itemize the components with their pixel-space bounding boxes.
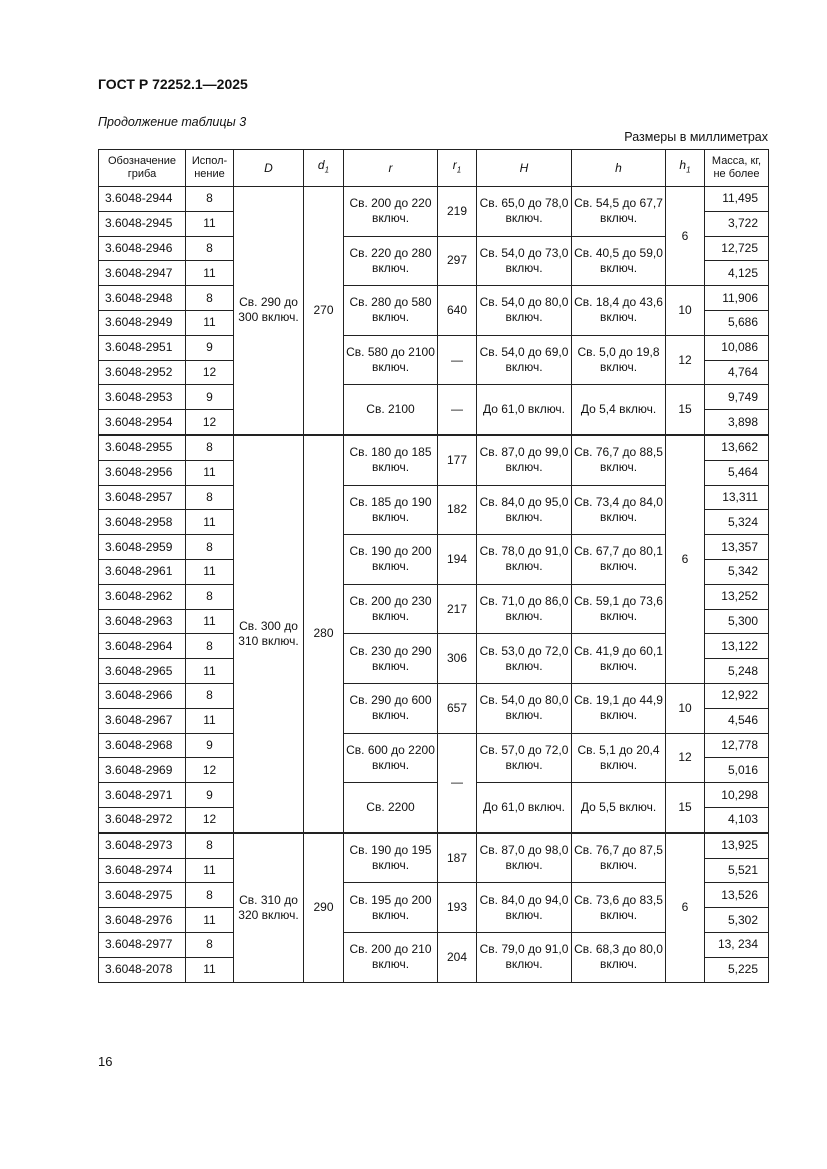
variant-cell: 11 [186, 261, 234, 286]
r1-cell: — [438, 335, 477, 385]
mass-cell: 9,749 [705, 385, 769, 410]
part-code-cell: 3.6048-2949 [99, 310, 186, 335]
col-header-h: h [572, 150, 666, 187]
r1-cell: 217 [438, 584, 477, 634]
mass-cell: 5,302 [705, 908, 769, 933]
table-header [99, 150, 769, 187]
variant-cell: 12 [186, 807, 234, 832]
mass-cell: 13,357 [705, 535, 769, 560]
part-code-cell: 3.6048-2962 [99, 584, 186, 609]
r1-cell: 297 [438, 236, 477, 286]
mass-cell: 4,103 [705, 807, 769, 832]
H-range-cell: Св. 57,0 до 72,0 включ. [477, 733, 572, 783]
r-range-cell: Св. 200 до 220 включ. [344, 187, 438, 237]
part-code-cell: 3.6048-2952 [99, 360, 186, 385]
H-range-cell: До 61,0 включ. [477, 783, 572, 833]
table-row [99, 187, 769, 212]
r1-cell: 177 [438, 435, 477, 485]
part-code-cell: 3.6048-2964 [99, 634, 186, 659]
variant-cell: 8 [186, 485, 234, 510]
h1-cell: 15 [666, 783, 705, 833]
h-range-cell: До 5,4 включ. [572, 385, 666, 435]
h1-cell: 12 [666, 335, 705, 385]
r-range-cell: Св. 580 до 2100 включ. [344, 335, 438, 385]
variant-cell: 11 [186, 510, 234, 535]
d1-cell: 280 [304, 435, 344, 833]
h-range-cell: Св. 41,9 до 60,1 включ. [572, 634, 666, 684]
h-range-cell: Св. 5,0 до 19,8 включ. [572, 335, 666, 385]
mass-cell: 5,016 [705, 758, 769, 783]
part-code-cell: 3.6048-2972 [99, 807, 186, 832]
h1-cell: 6 [666, 187, 705, 286]
H-range-cell: Св. 71,0 до 86,0 включ. [477, 584, 572, 634]
diameter-range-cell: Св. 310 до 320 включ. [234, 833, 304, 982]
r-range-cell: Св. 200 до 210 включ. [344, 932, 438, 982]
variant-cell: 8 [186, 435, 234, 460]
mass-cell: 11,495 [705, 187, 769, 212]
table-row [99, 833, 769, 858]
part-code-cell: 3.6048-2954 [99, 410, 186, 435]
mass-cell: 4,764 [705, 360, 769, 385]
part-code-cell: 3.6048-2974 [99, 858, 186, 883]
H-range-cell: До 61,0 включ. [477, 385, 572, 435]
r-range-cell: Св. 230 до 290 включ. [344, 634, 438, 684]
variant-cell: 8 [186, 634, 234, 659]
h1-cell: 6 [666, 435, 705, 683]
table-row [99, 286, 769, 311]
part-code-cell: 3.6048-2955 [99, 435, 186, 460]
r1-cell: 640 [438, 286, 477, 336]
h1-cell: 10 [666, 683, 705, 733]
mass-cell: 13,662 [705, 435, 769, 460]
h-range-cell: Св. 59,1 до 73,6 включ. [572, 584, 666, 634]
part-code-cell: 3.6048-2977 [99, 932, 186, 957]
H-range-cell: Св. 53,0 до 72,0 включ. [477, 634, 572, 684]
part-code-cell: 3.6048-2973 [99, 833, 186, 858]
r-range-cell: Св. 2100 [344, 385, 438, 435]
variant-cell: 8 [186, 883, 234, 908]
mass-cell: 4,546 [705, 708, 769, 733]
col-header-H: H [477, 150, 572, 187]
r-range-cell: Св. 600 до 2200 включ. [344, 733, 438, 783]
mass-cell: 5,464 [705, 460, 769, 485]
mass-cell: 5,521 [705, 858, 769, 883]
r-range-cell: Св. 290 до 600 включ. [344, 683, 438, 733]
part-code-cell: 3.6048-2951 [99, 335, 186, 360]
variant-cell: 11 [186, 858, 234, 883]
col-header-r: r [344, 150, 438, 187]
h-range-cell: Св. 40,5 до 59,0 включ. [572, 236, 666, 286]
part-code-cell: 3.6048-2945 [99, 211, 186, 236]
variant-cell: 9 [186, 335, 234, 360]
mass-cell: 13,526 [705, 883, 769, 908]
H-range-cell: Св. 84,0 до 94,0 включ. [477, 883, 572, 933]
mass-cell: 13,252 [705, 584, 769, 609]
part-code-cell: 3.6048-2961 [99, 559, 186, 584]
mass-cell: 5,342 [705, 559, 769, 584]
mass-cell: 3,722 [705, 211, 769, 236]
h-range-cell: Св. 76,7 до 88,5 включ. [572, 435, 666, 485]
H-range-cell: Св. 54,0 до 80,0 включ. [477, 683, 572, 733]
h-range-cell: До 5,5 включ. [572, 783, 666, 833]
h-range-cell: Св. 68,3 до 80,0 включ. [572, 932, 666, 982]
h-range-cell: Св. 54,5 до 67,7 включ. [572, 187, 666, 237]
mass-cell: 10,086 [705, 335, 769, 360]
variant-cell: 11 [186, 908, 234, 933]
mass-cell: 5,300 [705, 609, 769, 634]
col-header-D: D [234, 150, 304, 187]
diameter-range-cell: Св. 300 до 310 включ. [234, 435, 304, 833]
r1-cell: — [438, 385, 477, 435]
table-row [99, 385, 769, 410]
part-code-cell: 3.6048-2967 [99, 708, 186, 733]
variant-cell: 9 [186, 733, 234, 758]
variant-cell: 11 [186, 609, 234, 634]
part-code-cell: 3.6048-2947 [99, 261, 186, 286]
mass-cell: 12,922 [705, 683, 769, 708]
mass-cell: 3,898 [705, 410, 769, 435]
col-header-mass: Масса, кг, не более [705, 150, 769, 187]
H-range-cell: Св. 54,0 до 69,0 включ. [477, 335, 572, 385]
variant-cell: 12 [186, 758, 234, 783]
table-row [99, 335, 769, 360]
H-range-cell: Св. 54,0 до 73,0 включ. [477, 236, 572, 286]
H-range-cell: Св. 84,0 до 95,0 включ. [477, 485, 572, 535]
h1-cell: 10 [666, 286, 705, 336]
variant-cell: 9 [186, 783, 234, 808]
variant-cell: 8 [186, 236, 234, 261]
r1-cell: 182 [438, 485, 477, 535]
H-range-cell: Св. 87,0 до 98,0 включ. [477, 833, 572, 883]
mass-cell: 13,122 [705, 634, 769, 659]
d1-cell: 270 [304, 187, 344, 435]
mass-cell: 12,725 [705, 236, 769, 261]
table-row [99, 733, 769, 758]
mass-cell: 13,925 [705, 833, 769, 858]
part-code-cell: 3.6048-2965 [99, 659, 186, 684]
variant-cell: 8 [186, 187, 234, 212]
variant-cell: 8 [186, 286, 234, 311]
variant-cell: 12 [186, 410, 234, 435]
h-range-cell: Св. 73,4 до 84,0 включ. [572, 485, 666, 535]
r1-cell: 204 [438, 932, 477, 982]
r1-cell: 187 [438, 833, 477, 883]
H-range-cell: Св. 78,0 до 91,0 включ. [477, 535, 572, 585]
variant-cell: 8 [186, 535, 234, 560]
part-code-cell: 3.6048-2078 [99, 957, 186, 982]
r1-cell: 194 [438, 535, 477, 585]
H-range-cell: Св. 65,0 до 78,0 включ. [477, 187, 572, 237]
part-code-cell: 3.6048-2958 [99, 510, 186, 535]
variant-cell: 8 [186, 683, 234, 708]
table-row [99, 683, 769, 708]
h-range-cell: Св. 67,7 до 80,1 включ. [572, 535, 666, 585]
variant-cell: 11 [186, 957, 234, 982]
mass-cell: 10,298 [705, 783, 769, 808]
h-range-cell: Св. 76,7 до 87,5 включ. [572, 833, 666, 883]
variant-cell: 11 [186, 460, 234, 485]
variant-cell: 11 [186, 708, 234, 733]
variant-cell: 11 [186, 659, 234, 684]
h-range-cell: Св. 19,1 до 44,9 включ. [572, 683, 666, 733]
part-code-cell: 3.6048-2957 [99, 485, 186, 510]
diameter-range-cell: Св. 290 до 300 включ. [234, 187, 304, 435]
document-title: ГОСТ Р 72252.1—2025 [98, 76, 248, 92]
part-code-cell: 3.6048-2971 [99, 783, 186, 808]
r-range-cell: Св. 190 до 195 включ. [344, 833, 438, 883]
mass-cell: 12,778 [705, 733, 769, 758]
part-code-cell: 3.6048-2953 [99, 385, 186, 410]
table-body [99, 187, 769, 983]
mass-cell: 11,906 [705, 286, 769, 311]
col-header-d1: $d_1$ [304, 150, 344, 187]
r1-cell: 657 [438, 683, 477, 733]
r1-cell: 219 [438, 187, 477, 237]
mass-cell: 5,248 [705, 659, 769, 684]
variant-cell: 9 [186, 385, 234, 410]
part-code-cell: 3.6048-2948 [99, 286, 186, 311]
r-range-cell: Св. 195 до 200 включ. [344, 883, 438, 933]
r1-cell: — [438, 733, 477, 833]
table-container [98, 149, 769, 983]
h1-cell: 6 [666, 833, 705, 982]
col-header-r1: $r_1$ [438, 150, 477, 187]
data-table [98, 149, 769, 983]
variant-cell: 11 [186, 310, 234, 335]
r1-cell: 193 [438, 883, 477, 933]
col-header-variant: Испол-нение [186, 150, 234, 187]
r-range-cell: Св. 190 до 200 включ. [344, 535, 438, 585]
mass-cell: 13, 234 [705, 932, 769, 957]
r-range-cell: Св. 220 до 280 включ. [344, 236, 438, 286]
part-code-cell: 3.6048-2956 [99, 460, 186, 485]
variant-cell: 8 [186, 932, 234, 957]
mass-cell: 5,225 [705, 957, 769, 982]
part-code-cell: 3.6048-2966 [99, 683, 186, 708]
page-number: 16 [98, 1054, 113, 1069]
r1-cell: 306 [438, 634, 477, 684]
table-caption: Продолжение таблицы 3 [98, 115, 247, 129]
h1-cell: 12 [666, 733, 705, 783]
h-range-cell: Св. 5,1 до 20,4 включ. [572, 733, 666, 783]
units-note: Размеры в миллиметрах [624, 130, 768, 144]
variant-cell: 11 [186, 559, 234, 584]
H-range-cell: Св. 54,0 до 80,0 включ. [477, 286, 572, 336]
part-code-cell: 3.6048-2975 [99, 883, 186, 908]
variant-cell: 8 [186, 584, 234, 609]
mass-cell: 5,324 [705, 510, 769, 535]
r-range-cell: Св. 280 до 580 включ. [344, 286, 438, 336]
r-range-cell: Св. 2200 [344, 783, 438, 833]
col-header-code: Обозначение гриба [99, 150, 186, 187]
part-code-cell: 3.6048-2976 [99, 908, 186, 933]
r-range-cell: Св. 180 до 185 включ. [344, 435, 438, 485]
part-code-cell: 3.6048-2944 [99, 187, 186, 212]
part-code-cell: 3.6048-2959 [99, 535, 186, 560]
d1-cell: 290 [304, 833, 344, 982]
h-range-cell: Св. 18,4 до 43,6 включ. [572, 286, 666, 336]
part-code-cell: 3.6048-2963 [99, 609, 186, 634]
H-range-cell: Св. 79,0 до 91,0 включ. [477, 932, 572, 982]
r-range-cell: Св. 185 до 190 включ. [344, 485, 438, 535]
col-header-h1: $h_1$ [666, 150, 705, 187]
part-code-cell: 3.6048-2968 [99, 733, 186, 758]
part-code-cell: 3.6048-2946 [99, 236, 186, 261]
mass-cell: 5,686 [705, 310, 769, 335]
h1-cell: 15 [666, 385, 705, 435]
part-code-cell: 3.6048-2969 [99, 758, 186, 783]
variant-cell: 12 [186, 360, 234, 385]
r-range-cell: Св. 200 до 230 включ. [344, 584, 438, 634]
variant-cell: 8 [186, 833, 234, 858]
mass-cell: 13,311 [705, 485, 769, 510]
table-row [99, 783, 769, 808]
h-range-cell: Св. 73,6 до 83,5 включ. [572, 883, 666, 933]
mass-cell: 4,125 [705, 261, 769, 286]
H-range-cell: Св. 87,0 до 99,0 включ. [477, 435, 572, 485]
variant-cell: 11 [186, 211, 234, 236]
table-row [99, 435, 769, 460]
